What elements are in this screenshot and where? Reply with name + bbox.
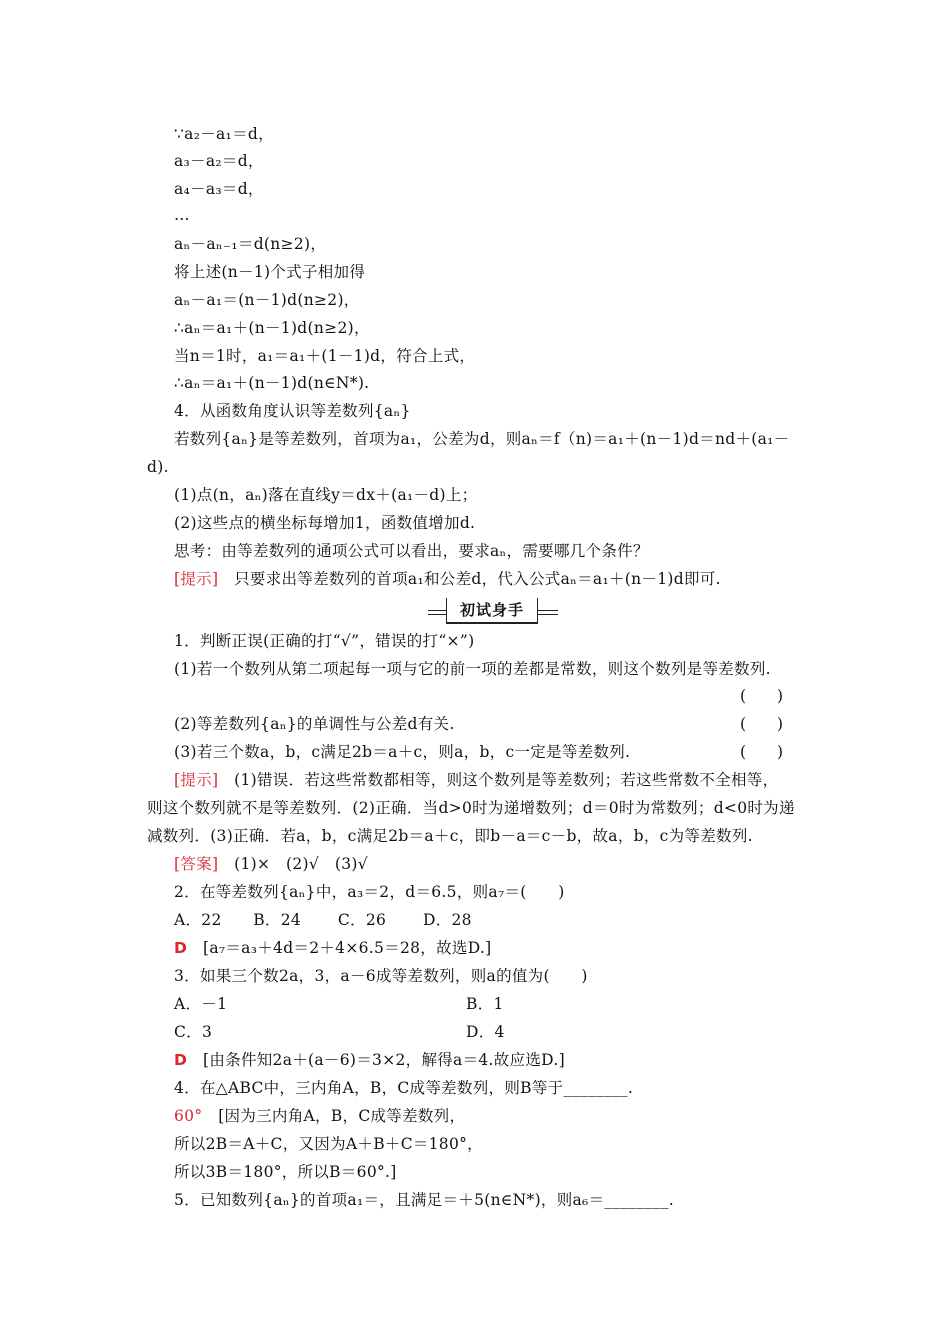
q2-explain: [a₇＝a₃＋4d＝2＋4×6.5＝28，故选D.] [202,939,492,957]
hint-label: [提示] [174,570,219,588]
section-4-point-1: (1)点(n，aₙ)落在直线y＝dx＋(a₁－d)上； [174,486,478,504]
q1-hint-text-1: (1)错误．若这些常数都相等，则这个数列是等差数列；若这些常数不全相等， [234,771,779,789]
q1-statement-1: (1)若一个数列从第二项起每一项与它的前一项的差都是常数，则这个数列是等差数列. [174,660,771,678]
hint-text: 只要求出等差数列的首项a₁和公差d，代入公式aₙ＝a₁＋(n－1)d即可. [234,570,721,588]
derivation-sum-result: aₙ－a₁＝(n－1)d(n≥2)， [174,291,360,309]
thinking-question: 思考：由等差数列的通项公式可以看出，要求aₙ，需要哪几个条件？ [174,542,649,560]
q3-option-b: B．1 [466,995,504,1013]
section-4-para-line2: d). [147,458,169,476]
q1-hint-line1 [174,769,778,791]
section-banner [428,598,558,624]
derivation-line-1: ∵a₂－a₁＝d， [174,125,274,143]
q4-explain-2: 所以2B＝A＋C，又因为A＋B＋C＝180°， [174,1135,483,1153]
q1-answer [174,853,368,875]
q1-blank-2: ( ) [740,715,784,733]
q3-stem: 3．如果三个数2a，3，a－6成等差数列，则a的值为( ) [174,967,588,985]
q2-stem: 2．在等差数列{aₙ}中，a₃＝2，d＝6.5，则a₇＝( ) [174,883,565,901]
q5-stem: 5．已知数列{aₙ}的首项a₁＝，且满足＝＋5(n∈N*)，则a₆＝________. [174,1191,674,1209]
q1-answer-label: [答案] [174,855,219,873]
derivation-check: 当n＝1时，a₁＝a₁＋(1－1)d，符合上式， [174,347,476,365]
thinking-hint [174,568,721,590]
q3-option-c: C．3 [174,1023,213,1041]
banner-title: 初试身手 [446,598,538,624]
q1-blank-3: ( ) [740,743,784,761]
derivation-line-3: a₄－a₃＝d， [174,180,264,198]
q3-key: D [174,1051,188,1069]
q3-option-d: D．4 [466,1023,505,1041]
q4-stem: 4．在△ABC中，三内角A，B，C成等差数列，则B等于________. [174,1079,634,1097]
q3-explain: [由条件知2a＋(a－6)＝3×2，解得a＝4.故应选D.] [202,1051,565,1069]
q3-option-a: A．－1 [174,995,228,1013]
q4-key: 60° [174,1107,203,1125]
derivation-ellipsis: … [174,206,190,224]
derivation-sum-text: 将上述(n－1)个式子相加得 [174,263,366,281]
derivation-formula: ∴aₙ＝a₁＋(n－1)d(n≥2)， [174,319,370,337]
q1-answer-text: (1)× (2)√ (3)√ [234,855,368,873]
derivation-line-n: aₙ－aₙ₋₁＝d(n≥2)， [174,235,327,253]
q2-key: D [174,939,188,957]
q4-explain-1: [因为三内角A，B，C成等差数列， [218,1107,466,1125]
q1-statement-3: (3)若三个数a，b，c满足2b＝a＋c，则a，b，c一定是等差数列. [174,743,631,761]
q4-explain-3: 所以3B＝180°，所以B＝60°.] [174,1163,397,1181]
q1-hint-line3: 减数列．(3)正确．若a，b，c满足2b＝a＋c，即b－a＝c－b，故a，b，c为等差数列. [147,827,753,845]
q1-hint-label: [提示] [174,771,219,789]
q1-hint-line2: 则这个数列就不是等差数列．(2)正确．当d>0时为递增数列；d＝0时为常数列；d<0时为递 [147,799,795,817]
q4-solution [174,1105,465,1127]
q3-solution [174,1049,565,1071]
section-4-heading: 4．从函数角度认识等差数列{aₙ} [174,402,411,420]
q1-stem: 1．判断正误(正确的打“√”，错误的打“×”) [174,632,475,650]
q2-options: A．22 B．24 C．26 D．28 [174,911,472,929]
section-4-point-2: (2)这些点的横坐标每增加1，函数值增加d. [174,514,476,532]
q1-statement-2: (2)等差数列{aₙ}的单调性与公差d有关. [174,715,455,733]
q1-blank-1: ( ) [740,687,784,705]
section-4-para-line1: 若数列{aₙ}是等差数列，首项为a₁，公差为d，则aₙ＝f（n)＝a₁＋(n－1)d＝nd＋(a₁－ [174,430,790,448]
derivation-conclusion: ∴aₙ＝a₁＋(n－1)d(n∈N*). [174,374,370,392]
q2-solution [174,937,491,959]
derivation-line-2: a₃－a₂＝d， [174,152,264,170]
